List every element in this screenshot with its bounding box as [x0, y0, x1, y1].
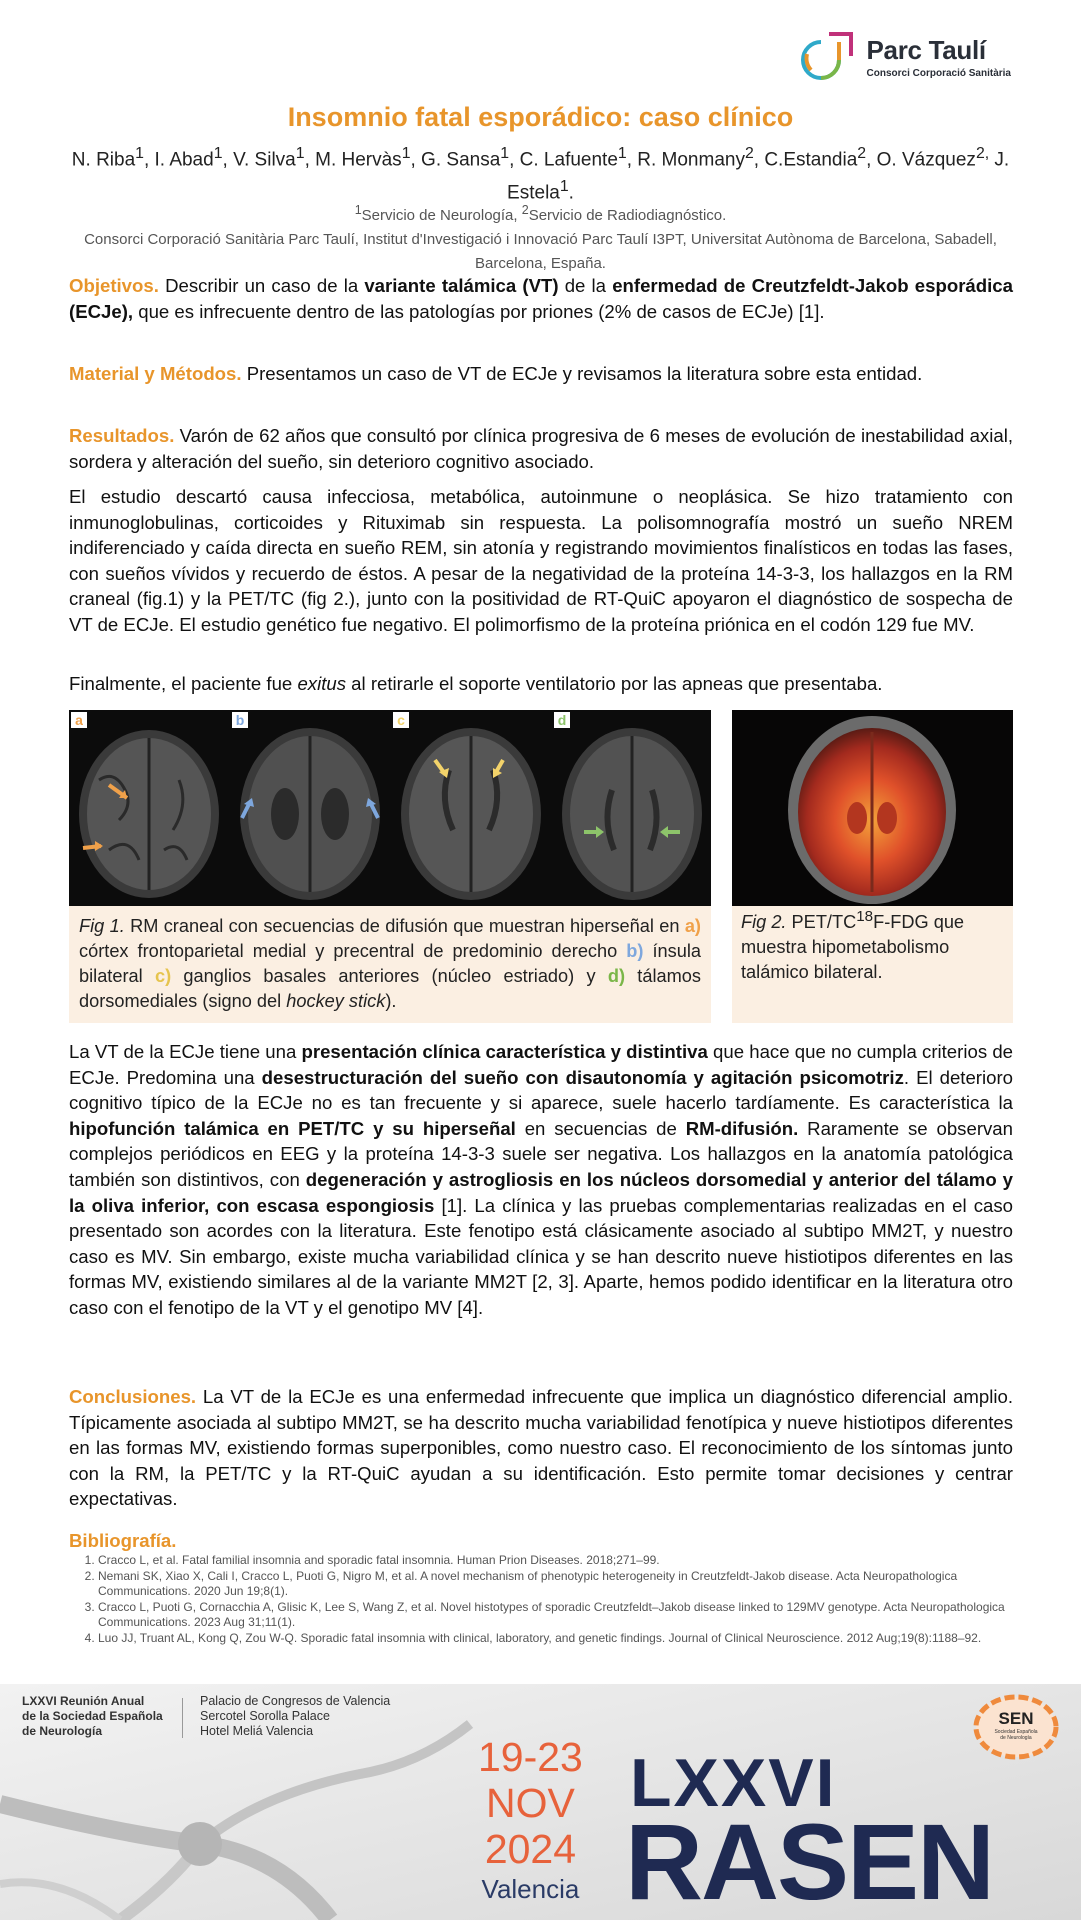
rasen-wordmark: RASEN — [625, 1801, 994, 1920]
reference-item: 2. Nemani SK, Xiao X, Cali I, Cracco L, Puoti G, Nigro M, et al. A novel mechanism of phenotypic heterogeneity in Creutzfeldt-Jakob disease. Acta Neuropathologica Communications. 2020 Jun 19;8(1). — [98, 1569, 1028, 1600]
panel-label-c: c — [393, 712, 409, 728]
mri-panel-b — [230, 710, 390, 906]
estudio-paragraph: El estudio descartó causa infecciosa, metabólica, autoinmune o neoplásica. Se hizo tratamiento con inmunoglobulinas, corticoides y Rituximab sin respuesta. La polisomnografía mostró un sueño NREM indiferenciado y caída directa en sueño REM, sin atonía y registrando movimientos finalísticos en todas las fases, con sueños vívidos y recuerdo de éstos. A pesar de la negatividad de la proteína 14-3-3, los hallazgos en la RM craneal (fig.1) y la PET/TC (fig 2.), junto con la positividad de RT-QuiC apoyaron el diagnóstico de sospecha de VT de ECJe. El estudio genético fue negativo. El polimorfismo de la proteína priónica en el codón 129 fue MV. — [69, 486, 1013, 635]
sen-logo — [973, 1694, 1059, 1760]
mri-panel-a — [69, 710, 229, 906]
mri-image — [69, 710, 711, 906]
reference-item: 4. Luo JJ, Truant AL, Kong Q, Zou W-Q. Sporadic fatal insomnia with clinical, laboratory, and genetic findings. Journal of Clinical Neuroscience. 2012 Aug;19(8):1188–92. — [98, 1631, 1028, 1647]
finalmente-paragraph: Finalmente, el paciente fue exitus al retirarle el soporte ventilatorio por las apneas que presentaba. — [69, 673, 883, 694]
congress-banner — [0, 1684, 1081, 1920]
departments: $^1$Servicio de Neurología, $^2$Servicio de Radiodiagnóstico. — [354, 203, 727, 224]
objetivos-paragraph: Objetivos. Describir un caso de la variante talámica (VT) de la enfermedad de Creutzfeldt-Jakob esporádica (ECJe), que es infrecuente dentro de las patologías por priones (2% de casos de ECJe) [1]. — [69, 275, 1013, 322]
figure-2-caption: Fig 2. PET/TC$^{18}$F-FDG que muestra hipometabolismo talámico bilateral. — [741, 908, 965, 983]
meeting-dates: 19-23 NOV 2024 Valencia — [478, 1734, 583, 1904]
panel-label-d: d — [554, 712, 570, 728]
institutions: Consorci Corporació Sanitària Parc Taulí, Institut d'Investigació i Innovació Parc Taulí I3PT, Universitat Autònoma de Barcelona, Sabadell, Barcelona, España. — [84, 231, 997, 272]
lxxvi-wordmark: LXXVI — [630, 1745, 837, 1821]
discusion-paragraph: La VT de la ECJe tiene una presentación clínica característica y distintiva que hace que no cumpla criterios de ECJe. Predomina una desestructuración del sueño con disautonomía y agitación psicomotriz. El deterioro cognitivo típico de la ECJe no es tan frecuente y si aparece, suele hacerlo tardíamente. Es característica la hipofunción talámica en PET/TC y su hiperseñal en secuencias de RM-difusión. Raramente se observan complejos periódicos en EEG y la proteína 14-3-3 suele ser negativa. Los hallazgos en la anatomía patológica también son distintivos, con degeneración y astrogliosis en los núcleos dorsomedial y anterior del tálamo y la oliva inferior, con escasa espongiosis [1]. La clínica y las pruebas complementarias realizadas en el caso presentado son acordes con la literatura. Este fenotipo está clásicamente asociado al subtipo MM2T, y nuestro caso es MV. Sin embargo, existe mucha variabilidad clínica y se han descrito nueve histiotipos diferentes en las formas MV, existiendo similares al de la variante MM2T [2, 3]. Aparte, hemos podido identificar en la literatura otro caso con el fenotipo de la VT y el genotipo MV [4]. — [69, 1041, 1014, 1318]
mri-panel-d — [552, 710, 712, 906]
authors: N. Riba$^1$, I. Abad$^1$, V. Silva$^1$, M. Hervàs$^1$, G. Sansa$^1$, C. Lafuente$^1$, R. Monmany$^2$, C.Estandia$^2$, O. Vázquez$^{2,}$ J. Estela$^1$. — [71, 145, 1010, 204]
panel-label-a: a — [71, 712, 87, 728]
logo-name: Parc Taulí — [866, 35, 986, 65]
parc-tauli-logo-icon — [799, 30, 857, 84]
conclusiones-paragraph: Conclusiones. La VT de la ECJe es una enfermedad infrecuente que implica un diagnóstico diferencial amplio. Típicamente asociada al subtipo MM2T, se ha descrito mucha variabilidad fenotípica y nueve histiotipos diferentes en las formas MV, existiendo formas superponibles, como nuestro caso. El reconocimiento de los síntomas junto con la RM, la PET/TC y la RT-QuiC ayudan a su identificación. Esto permite tomar decisiones y centrar expectativas. — [69, 1386, 1013, 1510]
sen-logo-text: SEN — [998, 1709, 1034, 1728]
material-paragraph: Material y Métodos. Presentamos un caso de VT de ECJe y revisamos la literatura sobre esta entidad. — [69, 363, 923, 384]
figure-2 — [732, 710, 1013, 1023]
reference-item: 3. Cracco L, Puoti G, Cornacchia A, Glisic K, Lee S, Wang Z, et al. Novel histotypes of sporadic Creutzfeldt–Jakob disease linked to 129MV genotype. Acta Neuropathologica Communications. 2023 Aug 31;11(1). — [98, 1600, 1028, 1631]
bibliografia-heading: Bibliografía. — [69, 1530, 177, 1551]
resultados-paragraph: Resultados. Varón de 62 años que consultó por clínica progresiva de 6 meses de evolución de inestabilidad axial, sordera y alteración del sueño, sin deterioro cognitivo asociado. — [69, 425, 1013, 472]
figure-1-caption: Fig 1. RM craneal con secuencias de difusión que muestran hiperseñal en a) córtex frontoparietal medial y precentral de predominio derecho b) ínsula bilateral c) ganglios basales anteriores (núcleo estriado) y d) tálamos dorsomediales (signo del hockey stick). — [79, 916, 701, 1011]
pet-image — [732, 710, 1013, 906]
meeting-name: LXXVI Reunión Anual de la Sociedad Española de Neurología — [22, 1694, 163, 1738]
panel-label-b: b — [232, 712, 248, 728]
reference-item: 1. Cracco L, et al. Fatal familial insomnia and sporadic fatal insomnia. Human Prion Diseases. 2018;271–99. — [98, 1553, 1028, 1569]
affiliations — [80, 198, 1001, 276]
banner-divider — [182, 1698, 183, 1738]
mri-panel-c — [391, 710, 551, 906]
poster-title: Insomnio fatal esporádico: caso clínico — [287, 102, 794, 132]
logo-subtitle: Consorci Corporació Sanitària — [866, 68, 1011, 79]
figure-1 — [69, 710, 711, 1023]
parc-tauli-logo — [799, 30, 1011, 84]
references-list — [80, 1553, 1028, 1646]
meeting-venues: Palacio de Congresos de Valencia Sercotel Sorolla Palace Hotel Meliá Valencia — [200, 1694, 391, 1738]
sen-logo-subtext: Sociedad Española de Neurología — [994, 1729, 1038, 1741]
